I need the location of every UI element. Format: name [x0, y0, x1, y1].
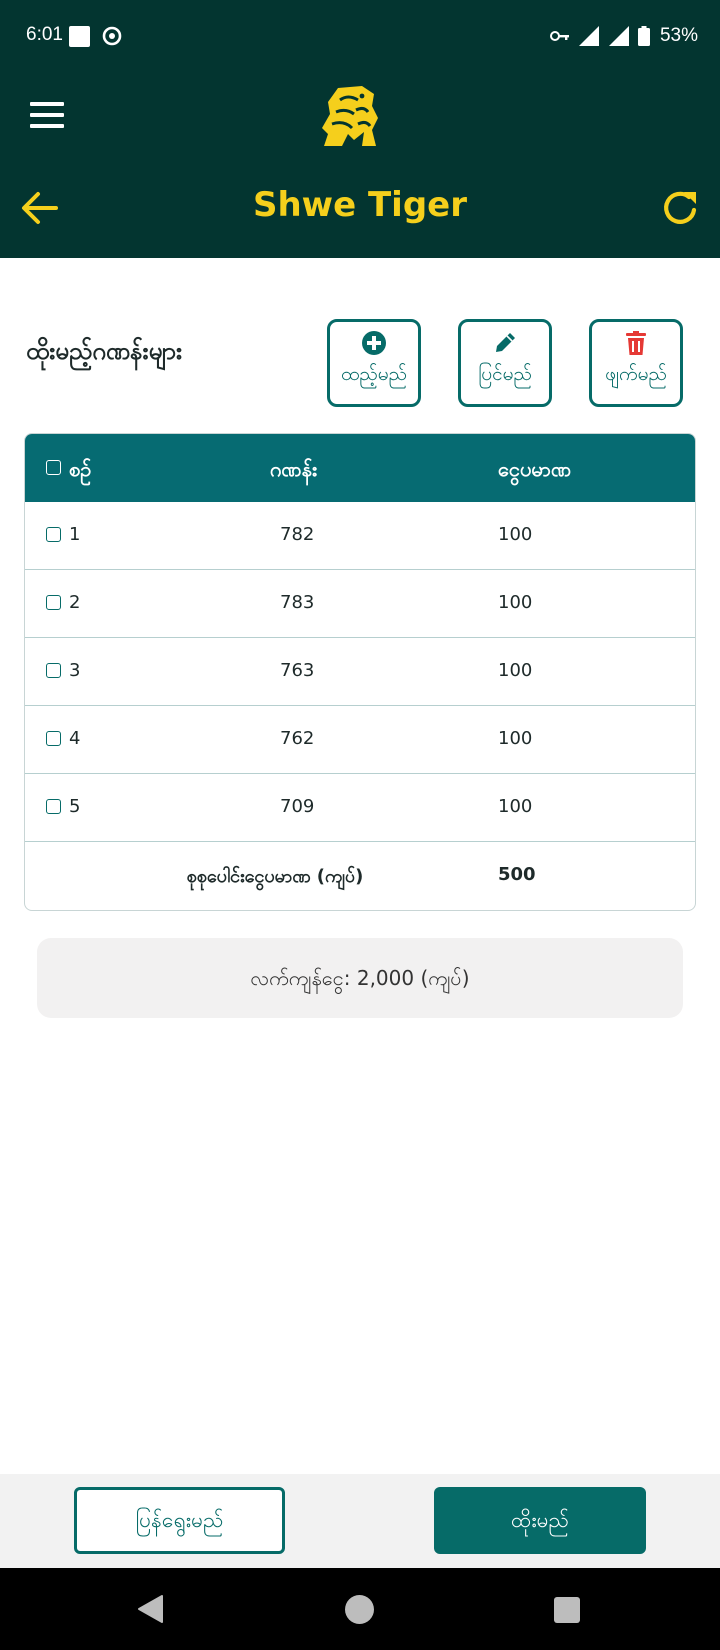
page-title: Shwe Tiger [252, 185, 467, 225]
menu-button[interactable] [30, 102, 64, 128]
signal-icon [578, 25, 600, 47]
chrome-icon [102, 26, 122, 46]
bet-button[interactable]: ထိုးမည် [434, 1487, 646, 1554]
battery-icon [638, 26, 650, 46]
status-icons [550, 22, 698, 50]
bets-table [24, 433, 696, 911]
column-header-number: ဂဏန်း [270, 457, 318, 481]
refresh-button[interactable] [658, 186, 702, 230]
nav-home-icon[interactable] [345, 1595, 374, 1624]
battery-percent: 53% [659, 25, 698, 46]
menu-icon [30, 102, 64, 106]
table-row[interactable] [25, 706, 695, 774]
row-checkbox[interactable] [46, 595, 61, 610]
row-amount: 100 [498, 524, 533, 545]
delete-button[interactable] [589, 319, 683, 407]
edit-button-label: ပြင်မည် [478, 363, 532, 385]
nav-recents-icon[interactable] [554, 1597, 580, 1623]
row-no: 2 [69, 592, 81, 613]
table-header [25, 434, 695, 502]
balance-display: လက်ကျန်ငွေ: 2,000 (ကျပ်) [37, 938, 683, 1018]
column-header-amount: ငွေပမာဏ [498, 457, 572, 481]
table-row[interactable] [25, 502, 695, 570]
delete-button-label: ဖျက်မည် [605, 363, 667, 385]
table-total-row [25, 842, 695, 910]
nav-back-icon[interactable] [136, 1594, 166, 1624]
table-row[interactable] [25, 638, 695, 706]
row-number: 783 [280, 592, 315, 613]
pencil-icon [492, 330, 518, 356]
row-number: 762 [280, 728, 315, 749]
row-checkbox[interactable] [46, 663, 61, 678]
add-button[interactable] [327, 319, 421, 407]
table-row[interactable] [25, 774, 695, 842]
row-no: 1 [69, 524, 81, 545]
row-amount: 100 [498, 660, 533, 681]
row-amount: 100 [498, 592, 533, 613]
title-bar [0, 158, 720, 258]
trash-icon [623, 330, 649, 356]
row-no: 5 [69, 796, 81, 817]
row-no: 4 [69, 728, 81, 749]
total-value: 500 [498, 864, 536, 885]
row-checkbox[interactable] [46, 799, 61, 814]
row-checkbox[interactable] [46, 527, 61, 542]
section-title: ထိုးမည့်ဂဏန်းများ [26, 337, 183, 365]
menu-icon-bar [30, 124, 64, 128]
row-number: 782 [280, 524, 315, 545]
system-nav-bar [0, 1568, 720, 1650]
status-time: 6:01 [26, 24, 63, 45]
bottom-action-bar [0, 1474, 720, 1568]
select-all-checkbox[interactable] [46, 460, 61, 475]
row-number: 709 [280, 796, 315, 817]
add-button-label: ထည့်မည် [341, 363, 407, 385]
refresh-icon [666, 192, 696, 222]
row-number: 763 [280, 660, 315, 681]
row-no: 3 [69, 660, 81, 681]
column-header-no: စဉ် [69, 457, 92, 481]
row-checkbox[interactable] [46, 731, 61, 746]
plus-circle-icon [361, 330, 387, 356]
app-header [0, 72, 720, 158]
row-amount: 100 [498, 796, 533, 817]
vpn-key-icon [550, 29, 570, 43]
total-label: စုစုပေါင်းငွေပမာဏ (ကျပ်) [186, 866, 364, 887]
notification-square-icon [69, 26, 90, 47]
reselect-button[interactable]: ပြန်ရွေးမည် [74, 1487, 285, 1554]
tiger-logo [318, 84, 384, 148]
status-bar [0, 0, 720, 72]
edit-button[interactable] [458, 319, 552, 407]
table-row[interactable] [25, 570, 695, 638]
signal-icon [608, 25, 630, 47]
row-amount: 100 [498, 728, 533, 749]
menu-icon-bar [30, 113, 64, 117]
